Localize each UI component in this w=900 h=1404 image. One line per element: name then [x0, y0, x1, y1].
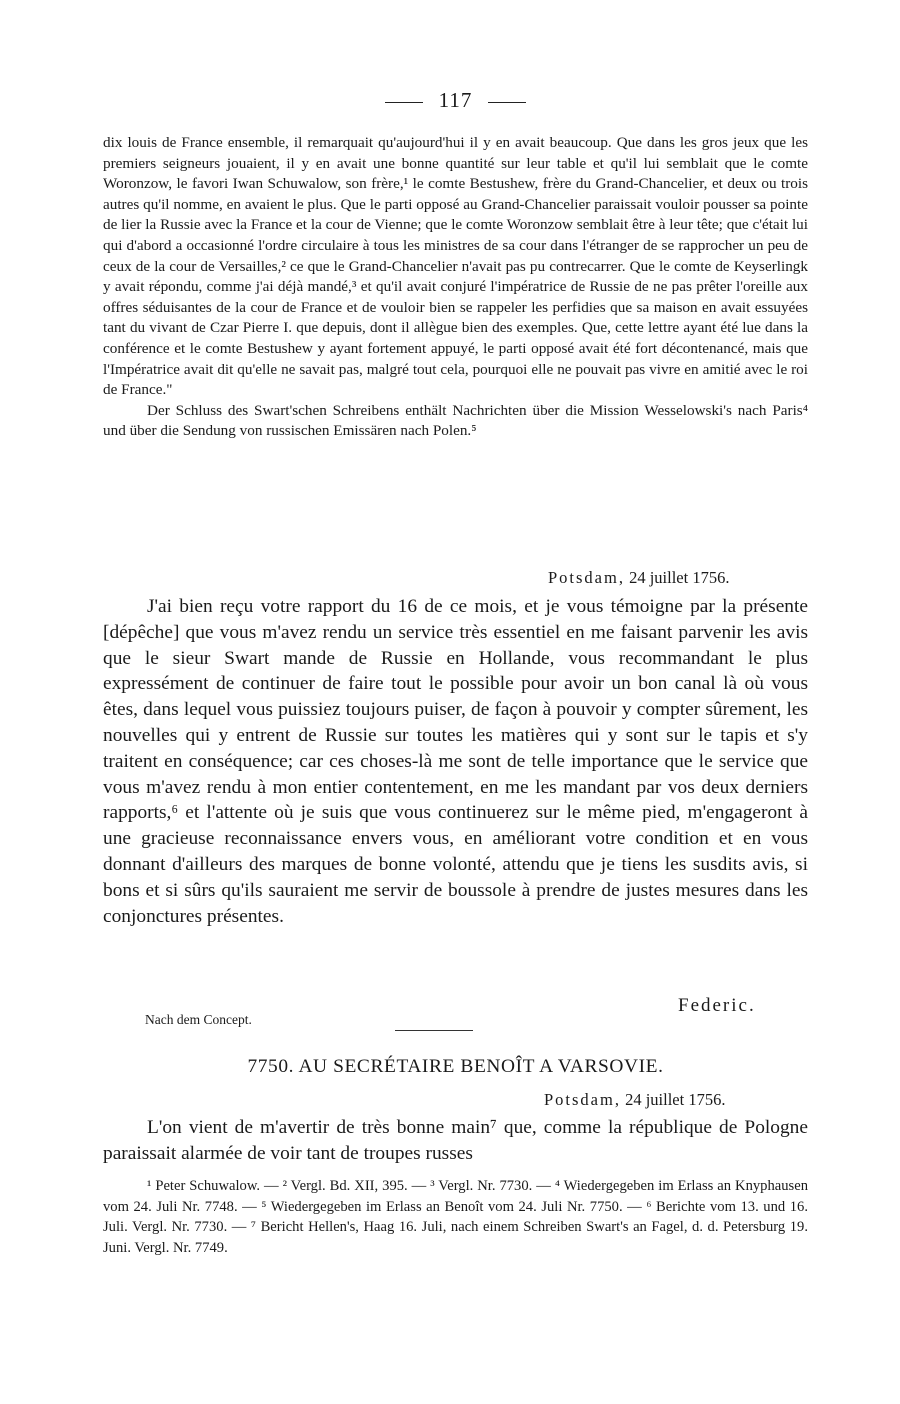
letter2-body: L'on vient de m'avertir de très bonne main⁷ que, comme la république de Pologne paraissait alarmée de voir tant de troupes russes — [103, 1117, 808, 1164]
top-text-block — [103, 133, 808, 442]
letter2-heading: 7750. AU SECRÉTAIRE BENOÎT A VARSOVIE. — [247, 1056, 664, 1077]
top-paragraph: dix louis de France ensemble, il remarquait qu'aujourd'hui il y en avait beaucoup. Que dans les gros jeux que les premiers seigneurs jouaient, il y en avait une bonne quantité sur leur table et qu'il lui semblait que le comte Woronzow, le favori Iwan Schuwalow, son frère,¹ le comte Bestushew, frère du Grand-Chancelier, et deux ou trois autres qu'il nomme, en avaient le plus. Que le parti opposé au Grand-Chancelier paraissait vouloir pousser sa pointe de lier la Russie avec la France et la cour de Vienne; que le comte Woronzow semblait être à leur tête; que c'était lui qui d'abord a occasionné l'ordre circulaire à tous les ministres de sa cour dans l'étranger de se rapprocher un peu de ceux de la cour de Versailles,² ce que le Grand-Chancelier n'avait pas pu contrecarrer. Que le comte de Keyserlingk y avait répondu, comme j'ai déjà mandé,³ et qu'il avait conjuré l'impératrice de Russie de ne pas prêter l'oreille aux offres séduisantes de la cour de France et de vouloir bien se rappeler les perfidies que sa maison en avait essuyées tant du vivant de Czar Pierre I. que depuis, dont il allègue bien des exemples. Que, cette lettre ayant été lue dans la conférence et le comte Bestushew y ayant fortement appuyé, le parti opposé avait été fort décontenancé, mais que l'Impératrice avait dit qu'elle ne savait pas, malgré tout cela, pourquoi elle ne pouvait pas vivre en amitié avec le roi de France." — [103, 134, 808, 399]
letter1-date: 24 juillet 1756. — [629, 568, 730, 587]
letter1-place: Potsdam, — [548, 568, 625, 587]
section-divider — [395, 1030, 473, 1031]
header-dash-left — [385, 102, 423, 103]
letter1-dateline — [548, 568, 729, 588]
header-dash-right — [488, 102, 526, 103]
letter1-signature: Federic. — [678, 995, 756, 1016]
letter2-place: Potsdam, — [544, 1090, 621, 1109]
footnotes-text: ¹ Peter Schuwalow. — ² Vergl. Bd. XII, 395. — ³ Vergl. Nr. 7730. — ⁴ Wiedergegeben im Erlass an Knyphausen vom 24. Juli Nr. 7748. — ⁵ Wiedergegeben im Erlass an Benoît vom 24. Juli Nr. 7750. — ⁶ Berichte vom 13. und 16. Juli. Vergl. Nr. 7730. — ⁷ Bericht Hellen's, Haag 16. Juli, nach einem Schreiben Swart's an Fagel, d. d. Petersburg 19. Juni. Vergl. Nr. 7749. — [103, 1178, 808, 1256]
letter2-dateline — [544, 1090, 725, 1110]
letter1-body-block — [103, 594, 808, 929]
page-header — [103, 88, 808, 113]
letter1-source: Nach dem Concept. — [145, 1012, 252, 1027]
letter1-body: J'ai bien reçu votre rapport du 16 de ce mois, et je vous témoigne par la présente [dépêche] que vous m'avez rendu un service très essentiel en me faisant parvenir les avis que le sieur Swart mande de Russie en Hollande, vous recommandant le plus expressément de continuer de faire tout le possible pour avoir un bon canal là où vous êtes, dans lequel vous puissiez toujours puiser, de façon à pouvoir y compter sûrement, les nouvelles qui y entrent de Russie sur toutes les matières qui y sont sur le tapis et s'y traitent en conséquence; car ces choses-là me sont de telle importance que le service que vous m'avez rendu à mon entier contentement, en me les mandant par vos deux derniers rapports,⁶ et l'attente où je suis que vous continuerez sur le même pied, m'engageront à une gracieuse reconnaissance envers vous, en améliorant votre condition et en vous donnant d'ailleurs des marques de bonne volonté, attendu que je tiens les susdits avis, si bons et si sûrs qu'ils sauraient me servir de boussole à prendre de justes mesures dans les conjonctures présentes. — [103, 596, 808, 927]
top-note: Der Schluss des Swart'schen Schreibens enthält Nachrichten über die Mission Wesselowski's nach Paris⁴ und über die Sendung von russischen Emissären nach Polen.⁵ — [103, 401, 808, 440]
footnotes — [103, 1176, 808, 1258]
letter2-body-block — [103, 1115, 808, 1167]
page-number: 117 — [438, 88, 473, 112]
letter2-date: 24 juillet 1756. — [625, 1090, 726, 1109]
